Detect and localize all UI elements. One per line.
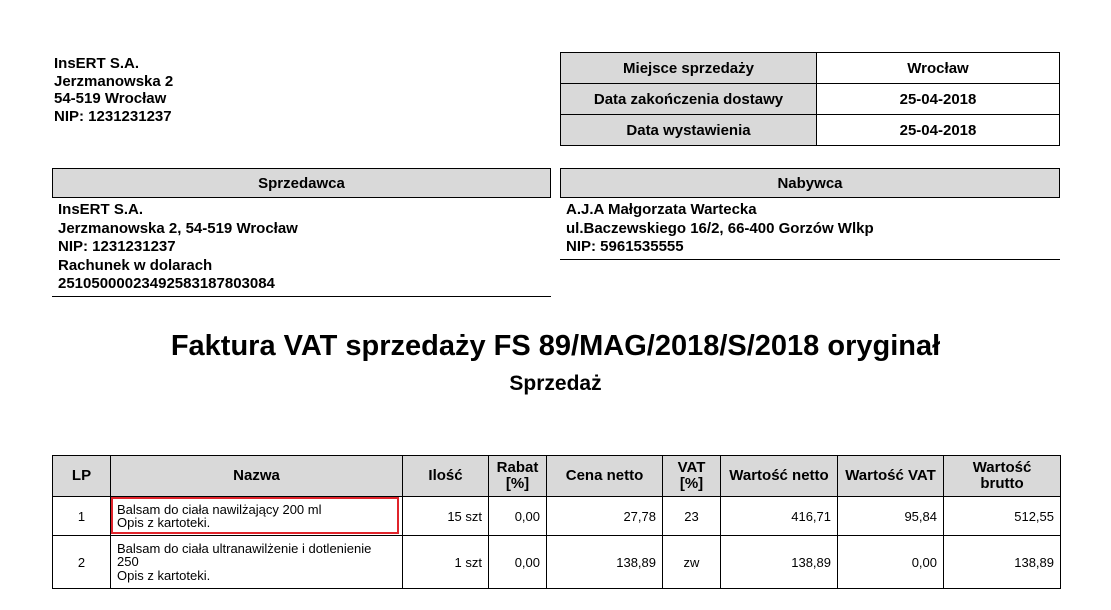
seller-header: Sprzedawca [52,168,551,198]
col-header-qty: Ilość [403,456,489,497]
seller-line: NIP: 1231231237 [58,238,176,255]
cell-vat-value: 95,84 [838,497,944,536]
seller-line: 25105000023492583187803084 [58,275,275,292]
col-header-discount-line1: Rabat [496,459,539,476]
buyer-box [560,168,1060,260]
cell-net-value: 138,89 [721,536,838,589]
invoice-title: Faktura VAT sprzedaży FS 89/MAG/2018/S/2018 oryginał [170,330,941,362]
col-header-discount [489,456,547,497]
seller-line: Jerzmanowska 2, 54-519 Wrocław [58,219,298,237]
info-value-place: Wrocław [817,53,1060,84]
cell-gross-value: 138,89 [944,536,1061,589]
seller-line: Rachunek w dolarach [58,256,213,274]
info-label-delivery-date: Data zakończenia dostawy [561,84,817,115]
cell-vat-rate: zw [663,536,721,589]
cell-qty: 1 szt [403,536,489,589]
col-header-discount-line2: [%] [505,475,530,492]
info-value-issue-date: 25-04-2018 [817,115,1060,146]
col-header-gross-value [944,456,1061,497]
buyer-header: Nabywca [560,168,1060,198]
cell-vat-value: 0,00 [838,536,944,589]
col-header-lp: LP [53,456,111,497]
seller-line: InsERT S.A. [58,201,144,218]
col-header-vat [663,456,721,497]
cell-net-value: 416,71 [721,497,838,536]
col-header-vat-line2: [%] [679,475,704,492]
info-row-issue-date [561,115,1060,146]
cell-gross-value: 512,55 [944,497,1061,536]
item-name-continued: 250 [117,554,139,570]
cell-vat-rate: 23 [663,497,721,536]
col-header-gross-line1: Wartość [972,459,1032,476]
buyer-details [560,198,1060,260]
info-value-delivery-date: 25-04-2018 [817,84,1060,115]
item-description: Opis z kartoteki. [117,567,211,583]
cell-discount: 0,00 [489,536,547,589]
cell-discount: 0,00 [489,497,547,536]
invoice-subtitle: Sprzedaż [509,372,602,395]
table-row [53,536,1061,589]
seller-details [52,198,551,297]
cell-qty: 15 szt [403,497,489,536]
seller-box [52,168,551,297]
company-address [54,55,173,125]
buyer-line: ul.Baczewskiego 16/2, 66-400 Gorzów Wlkp [566,219,874,237]
company-city: 54-519 Wrocław [54,90,167,107]
cell-name [111,536,403,589]
info-label-place: Miejsce sprzedaży [561,53,817,84]
col-header-vat-line1: VAT [677,459,706,476]
items-table [52,455,1061,589]
info-row-delivery-date [561,84,1060,115]
col-header-name: Nazwa [111,456,403,497]
col-header-vat-value: Wartość VAT [838,456,944,497]
cell-price: 138,89 [547,536,663,589]
info-row-place [561,53,1060,84]
cell-name [111,497,403,536]
buyer-line: NIP: 5961535555 [566,238,684,255]
cell-lp: 2 [53,536,111,589]
buyer-line: A.J.A Małgorzata Wartecka [566,201,757,218]
item-name: Balsam do ciała nawilżający 200 ml [117,501,322,517]
cell-price: 27,78 [547,497,663,536]
invoice-info-table [560,52,1060,146]
item-name: Balsam do ciała ultranawilżenie i dotlenienie [117,540,372,556]
cell-lp: 1 [53,497,111,536]
col-header-price: Cena netto [547,456,663,497]
company-name: InsERT S.A. [54,55,140,72]
company-street: Jerzmanowska 2 [54,72,174,90]
col-header-gross-line2: brutto [980,475,1024,492]
col-header-net-value: Wartość netto [721,456,838,497]
item-description: Opis z kartoteki. [117,515,211,530]
company-nip: NIP: 1231231237 [54,107,172,125]
info-label-issue-date: Data wystawienia [561,115,817,146]
table-row [53,497,1061,536]
table-header-row [53,456,1061,497]
